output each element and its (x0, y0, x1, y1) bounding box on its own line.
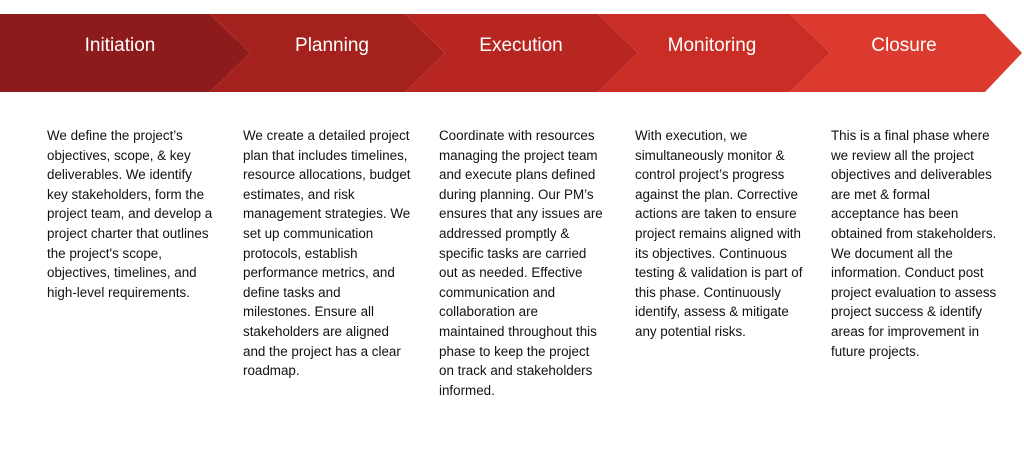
stage-description-planning: We create a detailed project plan that includes timelines, resource allocations, budget estimates, and risk management strategies. We set up communication protocols, establish performance metrics, and define tasks and milestones. Ensure all stakeholders are aligned and the project has a clear roadmap. (243, 128, 411, 379)
stage-title-initiation: Initiation (84, 35, 156, 56)
stage-description-execution: Coordinate with resources managing the project team and execute plans defined during planning. Our PM’s ensures that any issues are addressed promptly & specific tasks are carried out as needed. Effective communication and collaboration are maintained throughout this phase to keep the project on track and stakeholders informed. (439, 128, 603, 398)
stage-description-closure: This is a final phase where we review all the project objectives and deliverables are met & formal acceptance has been obtained from stakeholders. We document all the information. Conduct post project evaluation to assess project success & identify areas for improvement in future projects. (831, 128, 997, 359)
process-chevron-bar (0, 0, 1024, 93)
stage-title-execution: Execution (479, 35, 563, 56)
stage-title-closure: Closure (871, 35, 937, 56)
stage-description-monitoring: With execution, we simultaneously monitor & control project’s progress against the plan. Corrective actions are taken to ensure project remains aligned with its objectives. Continuous testing & validation is part of this phase. Continuously identify, assess & mitigate any potential risks. (635, 128, 803, 339)
stage-title-monitoring: Monitoring (667, 35, 757, 56)
stage-title-planning: Planning (295, 35, 369, 56)
stage-description-initiation: We define the project’s objectives, scope, & key deliverables. We identify key stakeholders, form the project team, and develop a project charter that outlines the project's scope, objectives, timelines, and high-level requirements. (47, 128, 213, 300)
